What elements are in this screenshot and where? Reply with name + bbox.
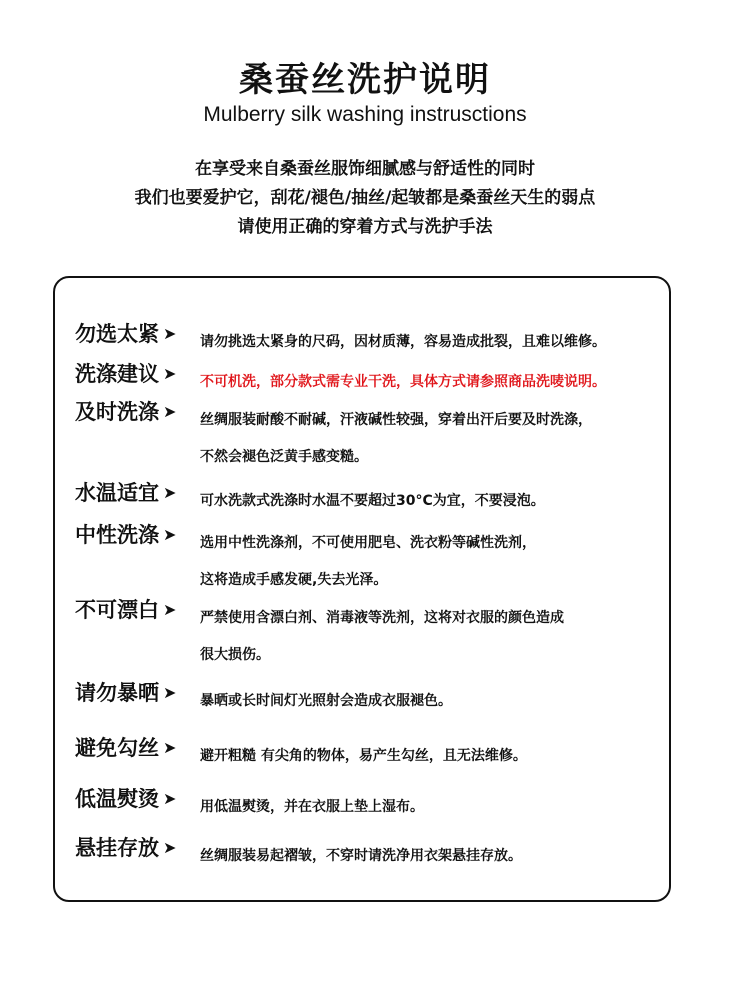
instruction-label: 水温适宜 ➤ — [75, 481, 177, 505]
arrow-icon: ➤ — [163, 402, 177, 421]
instruction-text-warning: 不可机洗，部分款式需专业干洗，具体方式请参照商品洗唛说明。 — [200, 374, 606, 390]
instruction-text: 选用中性洗涤剂，不可使用肥皂、洗衣粉等碱性洗剂， 这将造成手感发硬,失去光泽。 — [200, 535, 536, 588]
arrow-icon: ➤ — [163, 600, 177, 619]
instruction-label: 低温熨烫 ➤ — [75, 787, 177, 811]
instruction-label: 及时洗涤 ➤ — [75, 400, 177, 424]
arrow-icon: ➤ — [163, 525, 177, 544]
page-title: 桑蚕丝洗护说明 — [239, 60, 491, 100]
intro-text — [0, 155, 730, 242]
intro-line: 请使用正确的穿着方式与洗护手法 — [237, 217, 493, 237]
arrow-icon: ➤ — [163, 683, 177, 702]
arrow-icon: ➤ — [163, 483, 177, 502]
instruction-text: 丝绸服装易起褶皱，不穿时请洗净用衣架悬挂存放。 — [200, 848, 522, 864]
instruction-label: 请勿暴晒 ➤ — [75, 681, 177, 705]
instruction-text: 用低温熨烫，并在衣服上垫上湿布。 — [200, 799, 424, 815]
arrow-icon: ➤ — [163, 364, 177, 383]
instruction-text: 可水洗款式洗涤时水温不要超过30°C为宜，不要浸泡。 — [200, 493, 545, 509]
instruction-text: 丝绸服装耐酸不耐碱，汗液碱性较强，穿着出汗后要及时洗涤， 不然会褪色泛黄手感变糙。 — [200, 412, 592, 465]
instruction-text: 请勿挑选太紧身的尺码，因材质薄，容易造成批裂，且难以维修。 — [200, 334, 606, 350]
page-subtitle: Mulberry silk washing instrusctions — [203, 103, 527, 126]
instruction-text: 避开粗糙 有尖角的物体，易产生勾丝，且无法维修。 — [200, 748, 527, 764]
instruction-label: 避免勾丝 ➤ — [75, 736, 177, 760]
arrow-icon: ➤ — [163, 324, 177, 343]
instruction-label: 洗涤建议 ➤ — [75, 362, 177, 386]
intro-line: 在享受来自桑蚕丝服饰细腻感与舒适性的同时 — [195, 159, 535, 179]
instruction-text: 严禁使用含漂白剂、消毒液等洗剂，这将对衣服的颜色造成 很大损伤。 — [200, 610, 564, 663]
instruction-label: 悬挂存放 ➤ — [75, 836, 177, 860]
intro-line: 我们也要爱护它，刮花/褪色/抽丝/起皱都是桑蚕丝天生的弱点 — [134, 188, 596, 208]
instruction-label: 中性洗涤 ➤ — [75, 523, 177, 547]
instruction-label: 勿选太紧 ➤ — [75, 322, 177, 346]
instruction-label: 不可漂白 ➤ — [75, 598, 177, 622]
instruction-text: 暴晒或长时间灯光照射会造成衣服褪色。 — [200, 693, 452, 709]
instructions-card — [53, 276, 671, 902]
arrow-icon: ➤ — [163, 838, 177, 857]
arrow-icon: ➤ — [163, 738, 177, 757]
arrow-icon: ➤ — [163, 789, 177, 808]
